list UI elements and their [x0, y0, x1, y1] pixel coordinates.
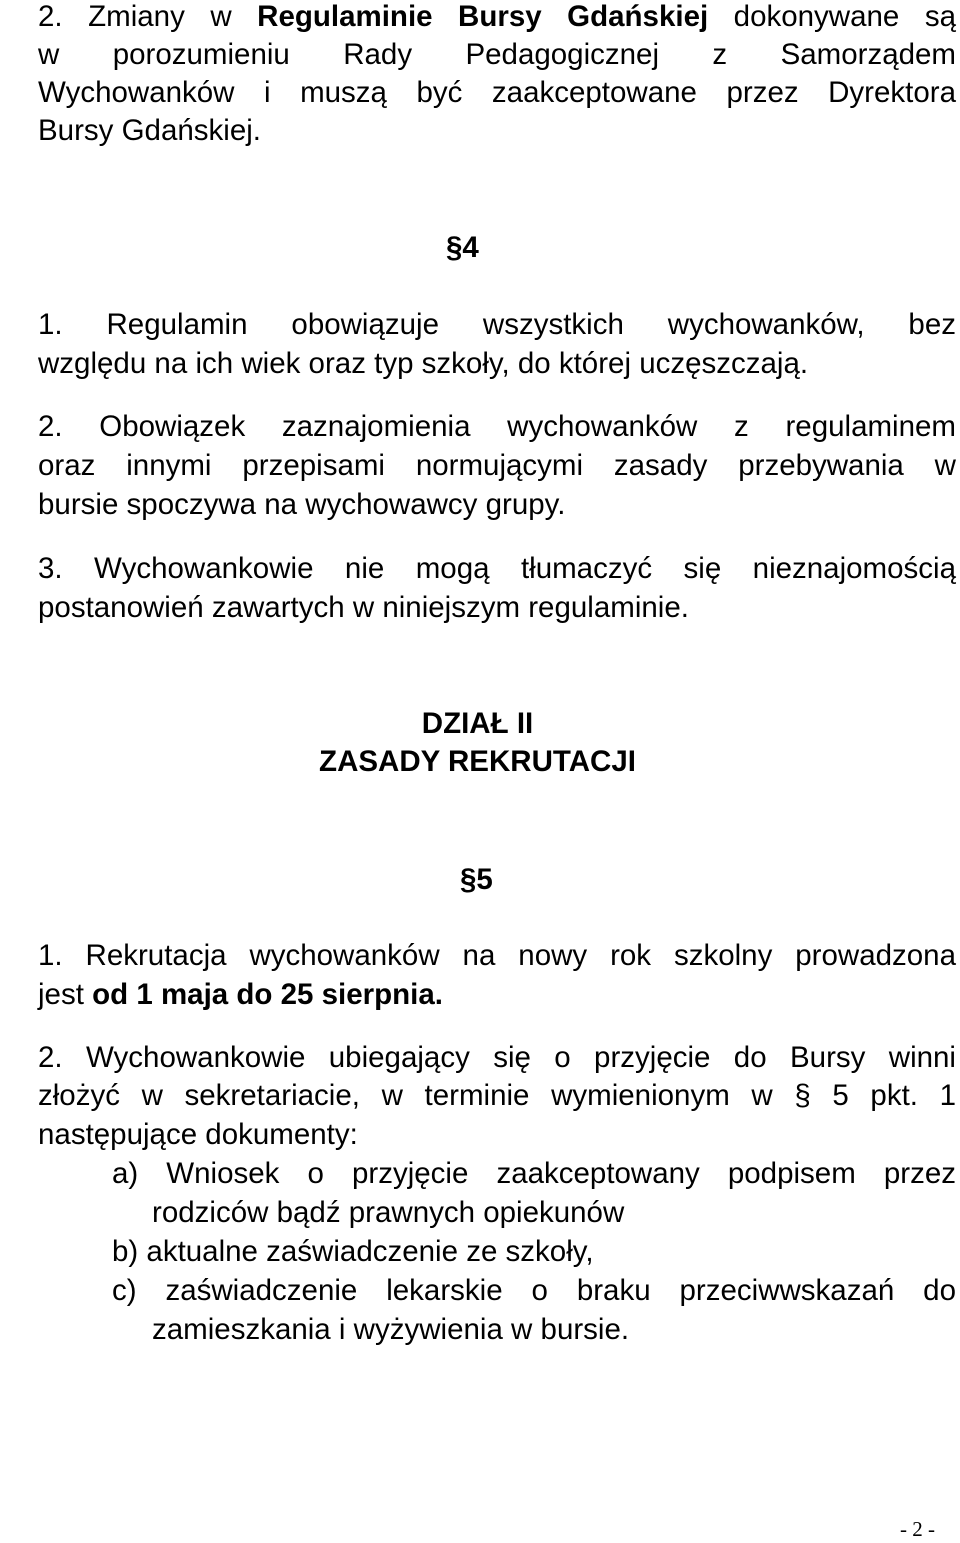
bold-text: od 1 maja do 25 sierpnia.: [92, 978, 443, 1011]
list-item-line: oraz innymi przepisami normującymi zasady przebywania w: [38, 449, 956, 482]
sub-item-a-continued: rodziców bądź prawnych opiekunów: [152, 1196, 625, 1229]
division-subtitle: ZASADY REKRUTACJI: [319, 745, 636, 778]
section-4-heading: §4: [446, 231, 479, 264]
list-item-line: [38, 976, 443, 1014]
list-item-line: bursie spoczywa na wychowawcy grupy.: [38, 488, 566, 521]
section-5-heading: §5: [460, 863, 493, 896]
bold-text: Regulaminie Bursy Gdańskiej: [257, 0, 709, 33]
paragraph-line: Wychowanków i muszą być zaakceptowane przez Dyrektora: [38, 76, 956, 109]
paragraph-line: [38, 0, 956, 36]
sub-item-b: b) aktualne zaświadczenie ze szkoły,: [112, 1235, 594, 1268]
list-item-line: 1. Rekrutacja wychowanków na nowy rok szkolny prowadzona: [38, 939, 956, 972]
text: 2. Zmiany w: [38, 0, 258, 33]
division-title: DZIAŁ II: [421, 707, 534, 740]
list-item-line: 3. Wychowankowie nie mogą tłumaczyć się nieznajomością: [38, 552, 956, 585]
list-item-line: 1. Regulamin obowiązuje wszystkich wychowanków, bez: [38, 308, 956, 341]
list-item-line: następujące dokumenty:: [38, 1118, 358, 1151]
paragraph-line: Bursy Gdańskiej.: [38, 114, 261, 147]
sub-item-a: a) Wniosek o przyjęcie zaakceptowany podpisem przez: [112, 1157, 956, 1190]
list-item-line: względu na ich wiek oraz typ szkoły, do której uczęszczają.: [38, 347, 809, 380]
text: jest: [38, 978, 93, 1011]
sub-item-c: c) zaświadczenie lekarskie o braku przeciwwskazań do: [112, 1274, 956, 1307]
list-item-line: 2. Obowiązek zaznajomienia wychowanków z regulaminem: [38, 410, 956, 443]
list-item-line: 2. Wychowankowie ubiegający się o przyjęcie do Bursy winni: [38, 1041, 956, 1074]
page-number: - 2 -: [900, 1517, 935, 1541]
list-item-line: złożyć w sekretariacie, w terminie wymienionym w § 5 pkt. 1: [38, 1079, 956, 1112]
text: dokonywane są: [708, 0, 956, 33]
list-item-line: postanowień zawartych w niniejszym regulaminie.: [38, 591, 689, 624]
paragraph-line: w porozumieniu Rady Pedagogicznej z Samorządem: [38, 38, 956, 71]
sub-item-c-continued: zamieszkania i wyżywienia w bursie.: [152, 1313, 630, 1346]
